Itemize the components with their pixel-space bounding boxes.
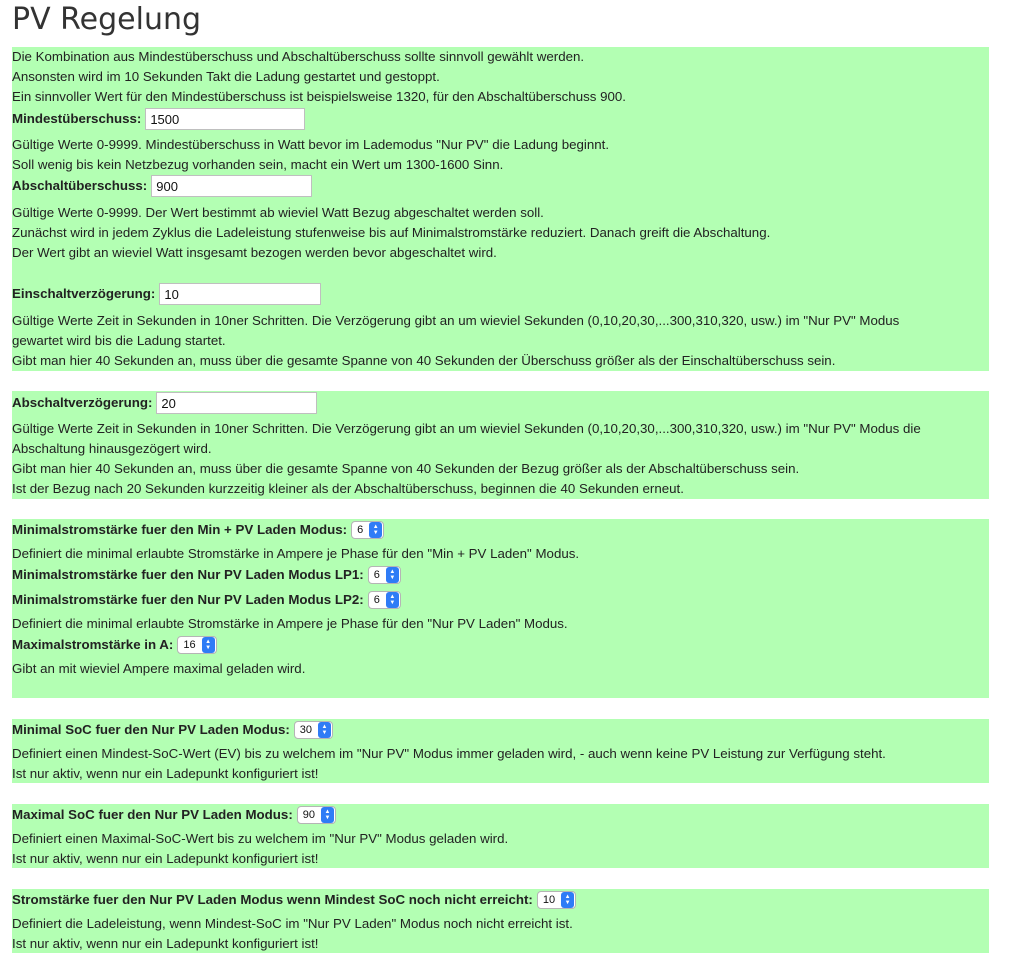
einschalt-help: Gibt man hier 40 Sekunden an, muss über die gesamte Spanne von 40 Sekunden der Überschuss größer als der Einschaltüberschuss sein. <box>12 353 836 368</box>
intro-text: Die Kombination aus Mindestüberschuss und Abschaltüberschuss sollte sinnvoll gewählt werden. <box>12 49 585 64</box>
abschalt-help: Der Wert gibt an wieviel Watt insgesamt bezogen werden bevor abgeschaltet wird. <box>12 245 497 260</box>
soc-current-help: Ist nur aktiv, wenn nur ein Ladepunkt konfiguriert ist! <box>12 936 319 951</box>
max-current-row <box>12 635 217 655</box>
soc-current-label: Stromstärke fuer den Nur PV Laden Modus wenn Mindest SoC noch nicht erreicht: <box>12 892 533 907</box>
nurpv-lp1-row <box>12 565 401 585</box>
einschalt-label: Einschaltverzögerung: <box>12 286 156 301</box>
abschaltverzoegerung-help: Gültige Werte Zeit in Sekunden in 10ner Schritten. Die Verzögerung gibt an um wieviel Sekunden (0,10,20,30,...300,310,320, usw.) im "Nur PV" Modus die <box>12 421 921 436</box>
nurpv-lp2-label: Minimalstromstärke fuer den Nur PV Laden Modus LP2: <box>12 592 364 607</box>
chevron-updown-icon: ▲ ▼ <box>318 722 331 738</box>
chevron-updown-icon: ▲ ▼ <box>561 892 574 908</box>
einschalt-row <box>12 283 321 305</box>
max-current-help: Gibt an mit wieviel Ampere maximal geladen wird. <box>12 661 306 676</box>
select-value: 6 <box>357 524 364 536</box>
soc-current-row <box>12 890 576 910</box>
min-soc-section <box>12 719 989 783</box>
intro-text: Ein sinnvoller Wert für den Mindestüberschuss ist beispielsweise 1320, für den Abschaltüberschuss 900. <box>12 89 626 104</box>
chevron-updown-icon: ▲ ▼ <box>369 522 382 538</box>
mindest-help: Gültige Werte 0-9999. Mindestüberschuss in Watt bevor im Lademodus "Nur PV" die Ladung beginnt. <box>12 137 610 152</box>
abschalt-verzoegerung-input[interactable] <box>156 392 317 414</box>
einschalt-help: gewartet wird bis die Ladung startet. <box>12 333 226 348</box>
abschalt-help: Gültige Werte 0-9999. Der Wert bestimmt ab wieviel Watt Bezug abgeschaltet werden soll. <box>12 205 544 220</box>
abschaltverzoegerung-label: Abschaltverzögerung: <box>12 395 153 410</box>
min-soc-help: Definiert einen Mindest-SoC-Wert (EV) bis zu welchem im "Nur PV" Modus immer geladen wird, - auch wenn keine PV Leistung zur Verfügung steht. <box>12 746 886 761</box>
stromstaerke-section <box>12 519 989 698</box>
nurpv-lp2-row <box>12 590 401 610</box>
select-value: 10 <box>542 894 556 906</box>
min-pv-help: Definiert die minimal erlaubte Stromstärke in Ampere je Phase für den "Min + PV Laden" Modus. <box>12 546 580 561</box>
abschaltverzoegerung-help: Gibt man hier 40 Sekunden an, muss über die gesamte Spanne von 40 Sekunden der Bezug größer als der Abschaltüberschuss sein. <box>12 461 800 476</box>
abschaltverzoegerung-row <box>12 392 317 414</box>
abschalt-row <box>12 175 312 197</box>
select-value: 30 <box>299 724 313 736</box>
soc-current-select[interactable] <box>537 891 576 909</box>
abschalt-label: Abschaltüberschuss: <box>12 178 148 193</box>
nurpv-help: Definiert die minimal erlaubte Stromstärke in Ampere je Phase für den "Nur PV Laden" Modus. <box>12 616 568 631</box>
max-current-label: Maximalstromstärke in A: <box>12 637 174 652</box>
soc-current-help: Definiert die Ladeleistung, wenn Mindest-SoC im "Nur PV Laden" Modus noch nicht erreicht ist. <box>12 916 573 931</box>
mindest-label: Mindestüberschuss: <box>12 111 142 126</box>
abschaltverzoegerung-help: Ist der Bezug nach 20 Sekunden kurzzeitig kleiner als der Abschaltüberschuss, beginnen die 40 Sekunden erneut. <box>12 481 684 496</box>
nurpv-lp2-select[interactable] <box>368 591 401 609</box>
nurpv-lp1-label: Minimalstromstärke fuer den Nur PV Laden Modus LP1: <box>12 567 364 582</box>
chevron-updown-icon: ▲ ▼ <box>386 592 399 608</box>
nurpv-lp1-select[interactable] <box>368 566 401 584</box>
chevron-updown-icon: ▲ ▼ <box>202 637 215 653</box>
max-soc-select[interactable] <box>297 806 336 824</box>
abschalt-ueberschuss-input[interactable] <box>151 175 312 197</box>
max-soc-row <box>12 805 336 825</box>
max-soc-help: Ist nur aktiv, wenn nur ein Ladepunkt konfiguriert ist! <box>12 851 319 866</box>
pv-surplus-section <box>12 47 989 371</box>
min-soc-label: Minimal SoC fuer den Nur PV Laden Modus: <box>12 722 290 737</box>
mindest-row <box>12 108 305 130</box>
einschalt-verzoegerung-input[interactable] <box>159 283 321 305</box>
select-value: 16 <box>183 639 196 651</box>
select-value: 90 <box>302 809 315 821</box>
select-value: 6 <box>373 569 380 581</box>
mindest-ueberschuss-input[interactable] <box>145 108 305 130</box>
chevron-updown-icon: ▲ ▼ <box>321 807 334 823</box>
abschaltverzoegerung-help: Abschaltung hinausgezögert wird. <box>12 441 212 456</box>
max-current-select[interactable] <box>177 636 216 654</box>
abschalt-help: Zunächst wird in jedem Zyklus die Ladeleistung stufenweise bis auf Minimalstromstärke reduziert. Danach greift die Abschaltung. <box>12 225 771 240</box>
select-value: 6 <box>373 594 380 606</box>
chevron-updown-icon: ▲ ▼ <box>386 567 399 583</box>
einschalt-help: Gültige Werte Zeit in Sekunden in 10ner Schritten. Die Verzögerung gibt an um wieviel Sekunden (0,10,20,30,...300,310,320, usw.) im "Nur PV" Modus <box>12 313 900 328</box>
min-soc-row <box>12 720 333 740</box>
mindest-help: Soll wenig bis kein Netzbezug vorhanden sein, macht ein Wert um 1300-1600 Sinn. <box>12 157 504 172</box>
max-soc-label: Maximal SoC fuer den Nur PV Laden Modus: <box>12 807 293 822</box>
min-pv-current-select[interactable] <box>351 521 384 539</box>
abschaltverzoegerung-section <box>12 391 989 499</box>
max-soc-help: Definiert einen Maximal-SoC-Wert bis zu welchem im "Nur PV" Modus geladen wird. <box>12 831 509 846</box>
min-soc-select[interactable] <box>294 721 333 739</box>
min-pv-row <box>12 520 384 540</box>
max-soc-section <box>12 804 989 868</box>
page-title: PV Regelung <box>12 2 202 37</box>
min-pv-label: Minimalstromstärke fuer den Min + PV Laden Modus: <box>12 522 348 537</box>
intro-text: Ansonsten wird im 10 Sekunden Takt die Ladung gestartet und gestoppt. <box>12 69 440 84</box>
min-soc-help: Ist nur aktiv, wenn nur ein Ladepunkt konfiguriert ist! <box>12 766 319 781</box>
soc-current-section <box>12 889 989 953</box>
